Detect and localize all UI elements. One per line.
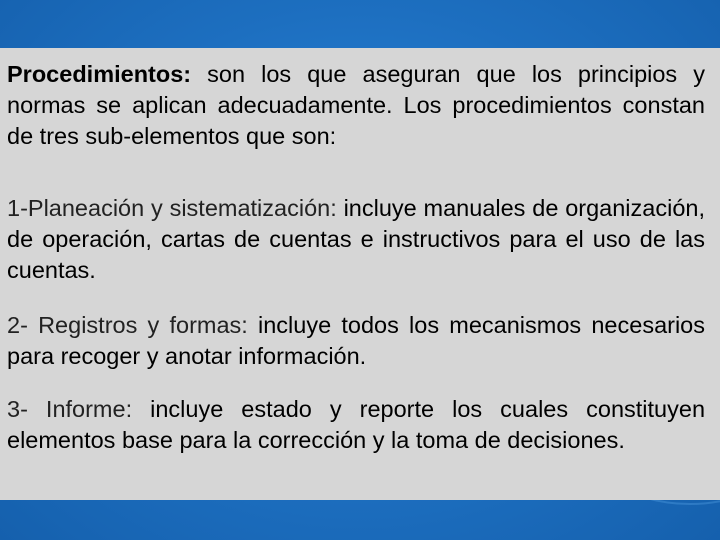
- paragraph-registros: [7, 310, 705, 372]
- paragraph-lead: 3- Informe:: [7, 396, 133, 422]
- paragraph-text: incluye manuales de organización, de operación, cartas de cuentas e instructivos para el uso de las cuentas.: [7, 195, 705, 283]
- paragraph-text: incluye estado y reporte los cuales constituyen elementos base para la corrección y la toma de decisiones.: [7, 396, 706, 453]
- paragraph-planeacion: [7, 193, 705, 286]
- paragraph-text: son los que aseguran que los principios y normas se aplican adecuadamente. Los procedimientos constan de tres sub-elementos que son:: [7, 61, 705, 149]
- paragraph-lead: Procedimientos:: [7, 61, 192, 87]
- paragraph-procedimientos: [7, 59, 705, 152]
- paragraph-text: incluye todos los mecanismos necesarios para recoger y anotar información.: [7, 312, 705, 369]
- paragraph-lead: 1-Planeación y sistematización:: [7, 195, 337, 221]
- paragraph-informe: [7, 394, 705, 456]
- paragraph-lead: 2- Registros y formas:: [7, 312, 248, 338]
